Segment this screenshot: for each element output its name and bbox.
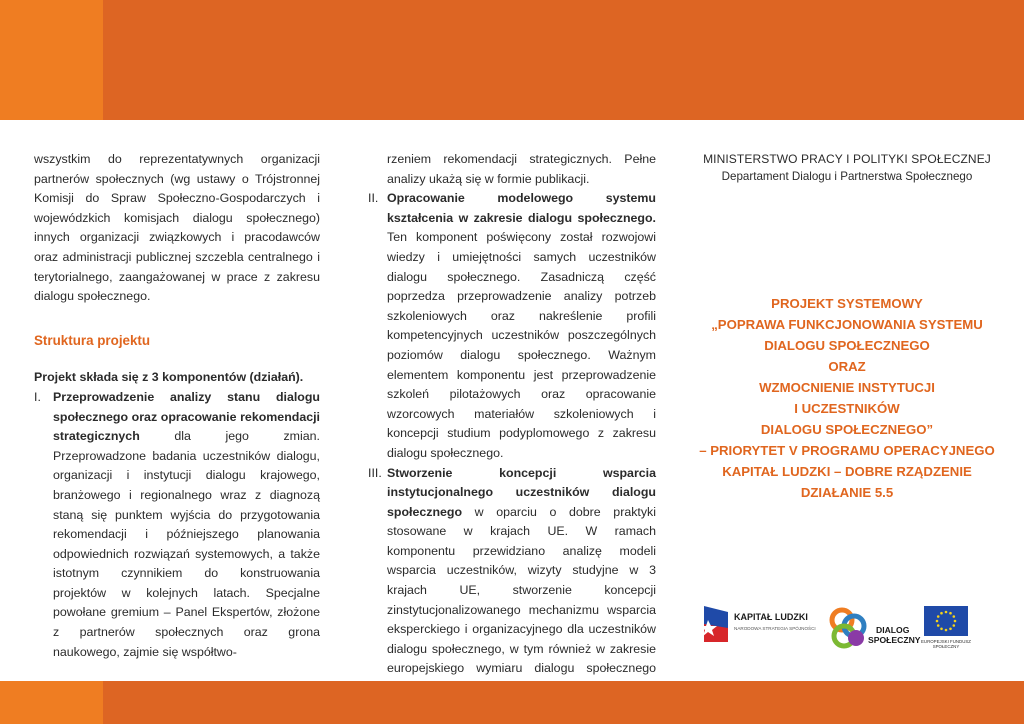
- dialog-circles-icon: [828, 606, 868, 650]
- item-body: [387, 464, 656, 719]
- item-text: dla jego zmian. Przeprowadzone badania uczestników dialogu, organizacji i instytucji dialogu krajowego, branżowego i regionalnego wraz z diagnozą staną się punktem wyjścia do przygotowania rekomendacji i późniejszego planowania odpowiednich rozwiązań systemowych, a także istotnym czynnikiem do konstruowania projektów w kolejnych latach. Specjalne powołane gremium – Panel Ekspertów, złożone z partnerów społecznych oraz grona naukowego, zajmie się współtwo-: [53, 429, 320, 659]
- project-title-line: WZMOCNIENIE INSTYTUCJI: [759, 380, 935, 395]
- item-number: I.: [34, 389, 41, 404]
- project-title-line: I UCZESTNIKÓW: [794, 401, 900, 416]
- top-band-dark-segment: [103, 0, 1024, 120]
- item-body: [53, 388, 320, 662]
- bottom-band-light-segment: [0, 681, 103, 724]
- ministry-header: [694, 150, 1000, 186]
- dialog-line2: SPOŁECZNY: [868, 634, 921, 645]
- project-title-line: KAPITAŁ LUDZKI – DOBRE RZĄDZENIE: [722, 464, 972, 479]
- top-band-light-segment: [0, 0, 103, 120]
- item-text: w oparciu o dobre praktyki stosowane w krajach UE. W ramach komponentu przewidziano analizę modeli wsparcia uczestników, wizyty studyjne w 3 krajach UE, stworzenie koncepcji zinstytucjonalizowanego mechanizmu wsparcia eksperckiego i organizacyjnego dla uczestników dialogu społecznego, w tym również w zakresie europejskiego wymiaru dialogu społecznego: [387, 504, 656, 676]
- item-number: II.: [368, 191, 379, 206]
- project-title-line: PROJEKT SYSTEMOWY: [771, 296, 923, 311]
- item-title: Przeprowadzenie analizy stanu dialogu społecznego oraz opracowanie rekomendacji strategicznych: [53, 389, 320, 444]
- kapital-ludzki-flag-icon: [704, 606, 728, 642]
- project-title-line: DIALOGU SPOŁECZNEGO”: [760, 422, 934, 437]
- project-title-line: DIALOGU SPOŁECZNEGO: [764, 338, 930, 353]
- kapital-ludzki-logo: [704, 604, 822, 644]
- item-text: Ten komponent poświęcony został rozwojowi wiedzy i umiejętności samych uczestników dialogu społecznego. Zasadniczą część poprzedza przeprowadzenie analizy potrzeb szkoleniowych oraz nakreślenie profili kompetencyjnych uczestników poszczególnych poziomów dialogu społecznego. Ważnym elementem komponentu jest przeprowadzenie szkoleń pilotażowych oraz opracowanie wzorcowych materiałów szkoleniowych i koncepcji studium podyplomowego z zakresu dialogu społecznego.: [387, 230, 656, 460]
- component-item-3: [368, 464, 656, 719]
- project-title-line: ORAZ: [828, 359, 866, 374]
- project-title-line: „POPRAWA FUNKCJONOWANIA SYSTEMU: [711, 317, 983, 332]
- project-title-line: – PRIORYTET V PROGRAMU OPERACYJNEGO: [699, 443, 995, 458]
- component-item-1: [34, 388, 320, 662]
- component-item-2: [368, 189, 656, 463]
- item-title: Stworzenie koncepcji wsparcia instytucjonalnego uczestników dialogu społecznego: [387, 465, 656, 519]
- section-heading: Struktura projektu: [34, 332, 151, 348]
- middle-text-column: [368, 150, 656, 718]
- project-title-line: DZIAŁANIE 5.5: [800, 485, 894, 500]
- project-title: [694, 293, 1000, 503]
- lead-paragraph: Projekt składa się z 3 komponentów (działań).: [34, 370, 304, 385]
- intro-paragraph: wszystkim do reprezentatywnych organizacji partnerów społecznych (wg ustawy o Trójstronnej Komisji do Spraw Społeczno-Gospodarczych i wojewódzkich komisjach dialogu społecznego) innych organizacji związkowych i pracodawców oraz administracji publicznej szczebla centralnego i terytorialnego, zaangażowanej w prace z zakresu dialogu społecznego.: [34, 152, 320, 304]
- left-text-column: [34, 150, 320, 662]
- item-number: III.: [368, 465, 382, 480]
- item-title: Opracowanie modelowego systemu kształcenia w zakresie dialogu społecznego.: [387, 191, 656, 225]
- ministry-name: MINISTERSTWO PRACY I POLITYKI SPOŁECZNEJ: [703, 152, 991, 166]
- dialog-line1: DIALOG: [876, 625, 910, 635]
- bottom-band-dark-segment: [103, 681, 1024, 724]
- continuation-text: rzeniem rekomendacji strategicznych. Pełne analizy ukażą się w formie publikacji.: [387, 152, 656, 186]
- eu-fund-text: EUROPEJSKI FUNDUSZ SPOŁECZNY: [920, 639, 971, 649]
- eu-logo: [920, 606, 971, 652]
- eu-flag-icon: [924, 606, 968, 636]
- dialog-spoleczny-logo: [828, 606, 920, 652]
- top-orange-band: [0, 0, 1024, 120]
- item-body: [387, 189, 656, 463]
- eu-stars-icon: [924, 606, 968, 636]
- dialog-logo-text: [868, 626, 921, 645]
- continuation-block: [368, 150, 656, 189]
- department-name: Departament Dialogu i Partnerstwa Społecznego: [721, 170, 973, 183]
- bottom-orange-band: [0, 681, 1024, 724]
- sponsor-logos: [704, 604, 974, 652]
- kapital-ludzki-subtitle: NARODOWA STRATEGIA SPÓJNOŚCI: [734, 626, 816, 631]
- kapital-ludzki-title: KAPITAŁ LUDZKI: [734, 612, 808, 622]
